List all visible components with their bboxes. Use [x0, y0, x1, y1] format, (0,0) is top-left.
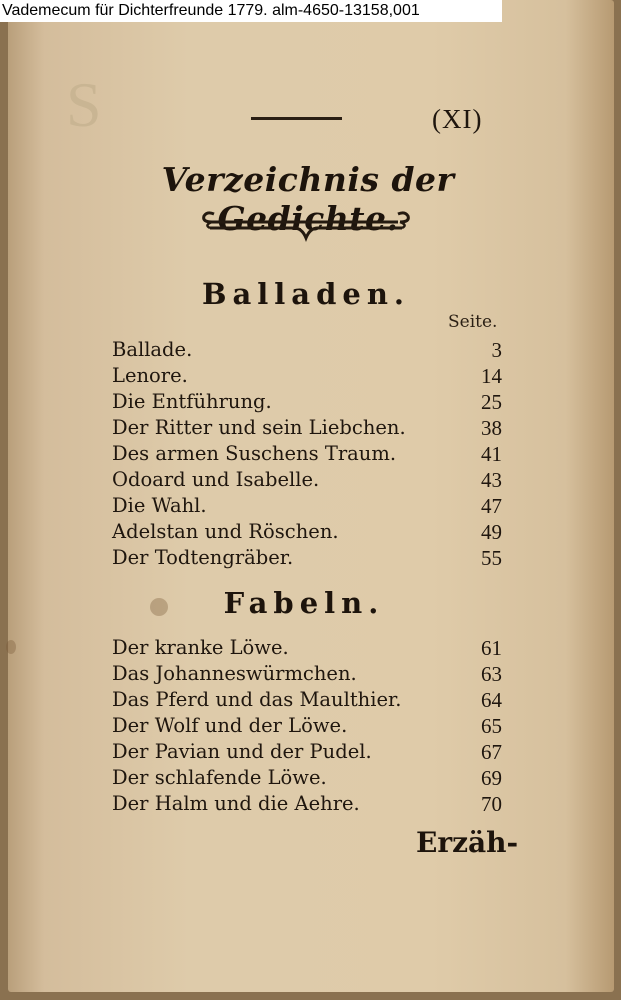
page-number: (XI)	[432, 104, 483, 134]
entry-title: Odoard und Isabelle.	[112, 468, 320, 491]
entry-title: Das Johanneswürmchen.	[112, 662, 357, 685]
toc-entry	[112, 390, 502, 416]
page-title: Verzeichnis der Gedichte.	[161, 160, 455, 238]
entry-page: 64	[481, 688, 502, 712]
toc-entry	[112, 416, 502, 442]
entry-page: 47	[481, 494, 502, 518]
entry-title: Die Wahl.	[112, 494, 207, 517]
entry-page: 38	[481, 416, 502, 440]
entry-page: 49	[481, 520, 502, 544]
toc-entry	[112, 442, 502, 468]
toc-entry	[112, 662, 502, 688]
entry-title: Adelstan und Röschen.	[112, 520, 339, 543]
entry-title: Der Pavian und der Pudel.	[112, 740, 372, 763]
entry-page: 69	[481, 766, 502, 790]
toc-entry	[112, 546, 502, 572]
section-heading-balladen: Balladen.	[201, 277, 411, 311]
header-rule	[251, 117, 342, 120]
entry-page: 14	[481, 364, 502, 388]
entry-page: 3	[491, 338, 502, 362]
page-column-label: Seite.	[448, 312, 498, 332]
entry-page: 43	[481, 468, 502, 492]
toc-entry	[112, 494, 502, 520]
catchword: Erzäh-	[416, 826, 519, 859]
toc-entry	[112, 714, 502, 740]
entry-title: Der Ritter und sein Liebchen.	[112, 416, 406, 439]
entry-page: 61	[481, 636, 502, 660]
entry-page: 25	[481, 390, 502, 414]
entry-title: Der kranke Löwe.	[112, 636, 289, 659]
toc-entry	[112, 636, 502, 662]
entry-title: Das Pferd und das Maulthier.	[112, 688, 402, 711]
entry-title: Der Halm und die Aehre.	[112, 792, 360, 815]
section-heading-fabeln: Fabeln.	[223, 586, 385, 620]
toc-entry	[112, 364, 502, 390]
entry-title: Ballade.	[112, 338, 193, 361]
entry-page: 67	[481, 740, 502, 764]
toc-entry	[112, 766, 502, 792]
image-caption: Vademecum für Dichterfreunde 1779. alm-4650-13158,001	[0, 0, 502, 22]
entry-page: 55	[481, 546, 502, 570]
toc-entry	[112, 338, 502, 364]
entry-title: Lenore.	[112, 364, 188, 387]
toc-entry	[112, 520, 502, 546]
bleed-through-letter: S	[66, 69, 102, 140]
toc-entry	[112, 468, 502, 494]
entry-page: 70	[481, 792, 502, 816]
entry-title: Der Wolf und der Löwe.	[112, 714, 348, 737]
entry-title: Der Todtengräber.	[112, 546, 294, 569]
toc-entry	[112, 792, 502, 818]
ornament-divider	[198, 208, 414, 246]
entry-page: 41	[481, 442, 502, 466]
toc-entry	[112, 688, 502, 714]
entry-title: Der schlafende Löwe.	[112, 766, 327, 789]
book-page	[8, 0, 614, 992]
entry-title: Die Entführung.	[112, 390, 272, 413]
entry-page: 65	[481, 714, 502, 738]
entry-page: 63	[481, 662, 502, 686]
paper-stain	[6, 640, 16, 654]
toc-entry	[112, 740, 502, 766]
entry-title: Des armen Suschens Traum.	[112, 442, 397, 465]
